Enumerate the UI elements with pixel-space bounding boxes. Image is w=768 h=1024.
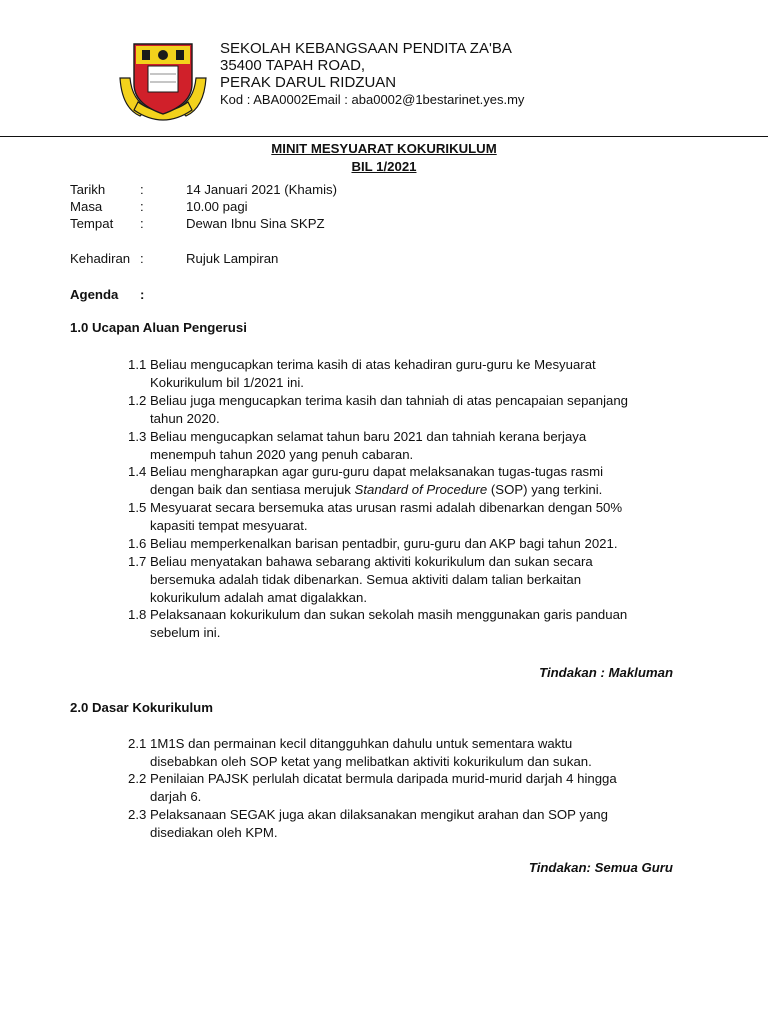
item-text-line: Beliau juga mengucapkan terima kasih dan tahniah di atas pencapaian sepanjang bbox=[150, 393, 629, 408]
item-text-line: Beliau mengucapkan selamat tahun baru 2021 dan tahniah kerana berjaya bbox=[150, 429, 587, 444]
address-line-2: PERAK DARUL RIDZUAN bbox=[220, 74, 397, 91]
item-number: 1.5 bbox=[128, 500, 147, 515]
italic-term: Standard of Procedure bbox=[354, 482, 488, 497]
meta-separator: : bbox=[140, 182, 144, 197]
document-title: MINIT MESYUARAT KOKURIKULUM bbox=[271, 141, 497, 156]
meta-value: 14 Januari 2021 (Khamis) bbox=[186, 182, 338, 197]
item-number: 1.7 bbox=[128, 554, 147, 569]
section-heading-1: 1.0 Ucapan Aluan Pengerusi bbox=[70, 320, 247, 335]
action-note-2: Tindakan: Semua Guru bbox=[528, 860, 673, 875]
item-number: 1.4 bbox=[128, 464, 147, 479]
agenda-label: Agenda bbox=[70, 287, 119, 302]
item-text-line: Beliau mengharapkan agar guru-guru dapat melaksanakan tugas-tugas rasmi bbox=[150, 464, 604, 479]
item-text-line: disediakan oleh KPM. bbox=[150, 825, 278, 840]
section-heading-2: 2.0 Dasar Kokurikulum bbox=[70, 700, 213, 715]
meta-separator: : bbox=[140, 251, 144, 266]
school-name: SEKOLAH KEBANGSAAN PENDITA ZA'BA bbox=[220, 40, 512, 57]
item-number: 1.3 bbox=[128, 429, 147, 444]
item-text-line: Penilaian PAJSK perlulah dicatat bermula daripada murid-murid darjah 4 hingga bbox=[150, 771, 617, 786]
item-number: 2.1 bbox=[128, 736, 147, 751]
item-text-line: Mesyuarat secara bersemuka atas urusan rasmi adalah dibenarkan dengan 50% bbox=[150, 500, 623, 515]
meta-value: Dewan Ibnu Sina SKPZ bbox=[186, 216, 325, 231]
item-text-line: Pelaksanaan SEGAK juga akan dilaksanakan mengikut arahan dan SOP yang bbox=[150, 807, 608, 822]
item-text-line: dengan baik dan sentiasa merujuk Standard of Procedure (SOP) yang terkini. bbox=[150, 482, 603, 497]
item-text-line: bersemuka adalah tidak dibenarkan. Semua aktiviti dalam talian berkaitan bbox=[150, 572, 582, 587]
item-text-line: darjah 6. bbox=[150, 789, 202, 804]
item-text-line: Beliau memperkenalkan barisan pentadbir, guru-guru dan AKP bagi tahun 2021. bbox=[150, 536, 618, 551]
item-text-line: menempuh tahun 2020 yang penuh cabaran. bbox=[150, 447, 414, 462]
item-text-line: Pelaksanaan kokurikulum dan sukan sekolah masih menggunakan garis panduan bbox=[150, 607, 628, 622]
meta-value: Rujuk Lampiran bbox=[186, 251, 279, 266]
item-number: 2.2 bbox=[128, 771, 147, 786]
item-number: 1.2 bbox=[128, 393, 147, 408]
contact-line: Kod : ABA0002Email : aba0002@1bestarinet.yes.my bbox=[220, 92, 525, 107]
agenda-separator: : bbox=[140, 287, 145, 302]
item-number: 1.1 bbox=[128, 357, 147, 372]
meta-separator: : bbox=[140, 216, 144, 231]
meta-label: Kehadiran bbox=[70, 251, 131, 266]
agenda-line bbox=[70, 287, 145, 302]
item-text-line: disebabkan oleh SOP ketat yang melibatkan aktiviti kokurikulum dan sukan. bbox=[150, 754, 592, 769]
action-note-1: Tindakan : Makluman bbox=[539, 665, 673, 680]
meta-separator: : bbox=[140, 199, 144, 214]
meta-label: Tempat bbox=[70, 216, 114, 231]
meta-label: Tarikh bbox=[70, 182, 106, 197]
item-number: 1.6 bbox=[128, 536, 147, 551]
meta-value: 10.00 pagi bbox=[186, 199, 248, 214]
item-number: 2.3 bbox=[128, 807, 147, 822]
meta-label: Masa bbox=[70, 199, 103, 214]
item-text-line: Beliau menyatakan bahawa sebarang aktiviti kokurikulum dan sukan secara bbox=[150, 554, 593, 569]
item-text-line: kokurikulum adalah amat digalakkan. bbox=[150, 590, 367, 605]
address-line-1: 35400 TAPAH ROAD, bbox=[220, 57, 366, 74]
item-text-line: kapasiti tempat mesyuarat. bbox=[150, 518, 308, 533]
item-text-line: tahun 2020. bbox=[150, 411, 220, 426]
item-text-line: Beliau mengucapkan terima kasih di atas kehadiran guru-guru ke Mesyuarat bbox=[150, 357, 596, 372]
item-text-line: Kokurikulum bil 1/2021 ini. bbox=[150, 375, 304, 390]
item-text-line: 1M1S dan permainan kecil ditangguhkan dahulu untuk sementara waktu bbox=[150, 736, 573, 751]
item-number: 1.8 bbox=[128, 607, 147, 622]
item-text-line: sebelum ini. bbox=[150, 625, 221, 640]
document-number: BIL 1/2021 bbox=[351, 159, 417, 174]
